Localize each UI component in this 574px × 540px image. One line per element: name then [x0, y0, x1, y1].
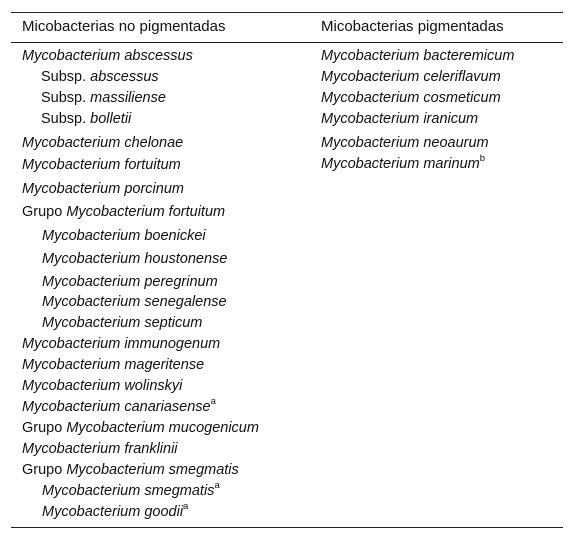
- list-item: [42, 314, 202, 332]
- species-name: Mycobacterium mucogenicum: [66, 420, 259, 436]
- list-item: [42, 250, 227, 268]
- species-name: Mycobacterium wolinskyi: [22, 378, 183, 394]
- row-prefix: Grupo: [22, 420, 67, 436]
- species-name: Mycobacterium fortuitum: [66, 204, 226, 220]
- row-prefix: Grupo: [22, 462, 67, 478]
- list-item: [42, 227, 206, 245]
- species-name: Mycobacterium septicum: [42, 315, 203, 331]
- species-name: Mycobacterium cosmeticum: [321, 90, 501, 106]
- species-name: Mycobacterium mageritense: [22, 357, 205, 373]
- list-item: [321, 47, 514, 65]
- species-name: Mycobacterium smegmatis: [66, 462, 239, 478]
- footnote-marker: a: [214, 480, 220, 492]
- list-item: [22, 134, 183, 152]
- list-item: [22, 47, 193, 65]
- list-item: [321, 110, 478, 128]
- species-name: Mycobacterium porcinum: [22, 181, 184, 197]
- species-name: Mycobacterium boenickei: [42, 228, 206, 244]
- list-item: [321, 89, 501, 107]
- list-item: [22, 203, 225, 221]
- header-non-pigmented: Micobacterias no pigmentadas: [22, 18, 226, 35]
- list-item: [42, 293, 227, 311]
- list-item: [321, 134, 489, 152]
- row-prefix: Grupo: [22, 204, 67, 220]
- species-name: Mycobacterium iranicum: [321, 111, 479, 127]
- row-prefix: Subsp.: [41, 69, 91, 85]
- list-item: [321, 68, 501, 86]
- footnote-marker: b: [479, 153, 486, 165]
- header-pigmented: Micobacterias pigmentadas: [321, 18, 504, 35]
- list-item: [22, 398, 216, 416]
- species-name: Mycobacterium celeriflavum: [321, 69, 501, 85]
- list-item: [41, 68, 159, 86]
- list-item: [22, 440, 178, 458]
- row-prefix: Subsp.: [41, 90, 91, 106]
- species-name: Mycobacterium goodii: [42, 504, 184, 520]
- footnote-marker: a: [183, 501, 189, 513]
- list-item: [22, 180, 184, 198]
- list-item: [321, 155, 485, 173]
- list-item: [22, 377, 182, 395]
- species-name: Mycobacterium franklinii: [22, 441, 178, 457]
- species-name: abscessus: [90, 69, 159, 85]
- list-item: [41, 110, 131, 128]
- list-item: [22, 156, 181, 174]
- table-bottom-rule: [11, 527, 563, 528]
- species-name: Mycobacterium peregrinum: [42, 274, 218, 290]
- list-item: [22, 461, 239, 479]
- species-name: Mycobacterium marinum: [321, 156, 480, 172]
- table-top-rule: [11, 12, 563, 13]
- species-name: Mycobacterium neoaurum: [321, 135, 489, 151]
- species-name: Mycobacterium abscessus: [22, 48, 193, 64]
- list-item: [22, 419, 259, 437]
- species-name: bolletii: [90, 111, 132, 127]
- species-name: massiliense: [90, 90, 166, 106]
- species-name: Mycobacterium immunogenum: [22, 336, 221, 352]
- species-name: Mycobacterium fortuitum: [22, 157, 181, 173]
- list-item: [22, 356, 204, 374]
- footnote-marker: a: [210, 396, 216, 408]
- table-header-rule: [11, 42, 563, 43]
- list-item: [42, 273, 218, 291]
- species-name: Mycobacterium bacteremicum: [321, 48, 515, 64]
- species-name: Mycobacterium houstonense: [42, 251, 228, 267]
- species-name: Mycobacterium chelonae: [22, 135, 184, 151]
- list-item: [42, 482, 220, 500]
- species-name: Mycobacterium canariasense: [22, 399, 211, 415]
- row-prefix: Subsp.: [41, 111, 91, 127]
- list-item: [22, 335, 220, 353]
- species-name: Mycobacterium smegmatis: [42, 483, 215, 499]
- species-name: Mycobacterium senegalense: [42, 294, 227, 310]
- list-item: [41, 89, 166, 107]
- list-item: [42, 503, 188, 521]
